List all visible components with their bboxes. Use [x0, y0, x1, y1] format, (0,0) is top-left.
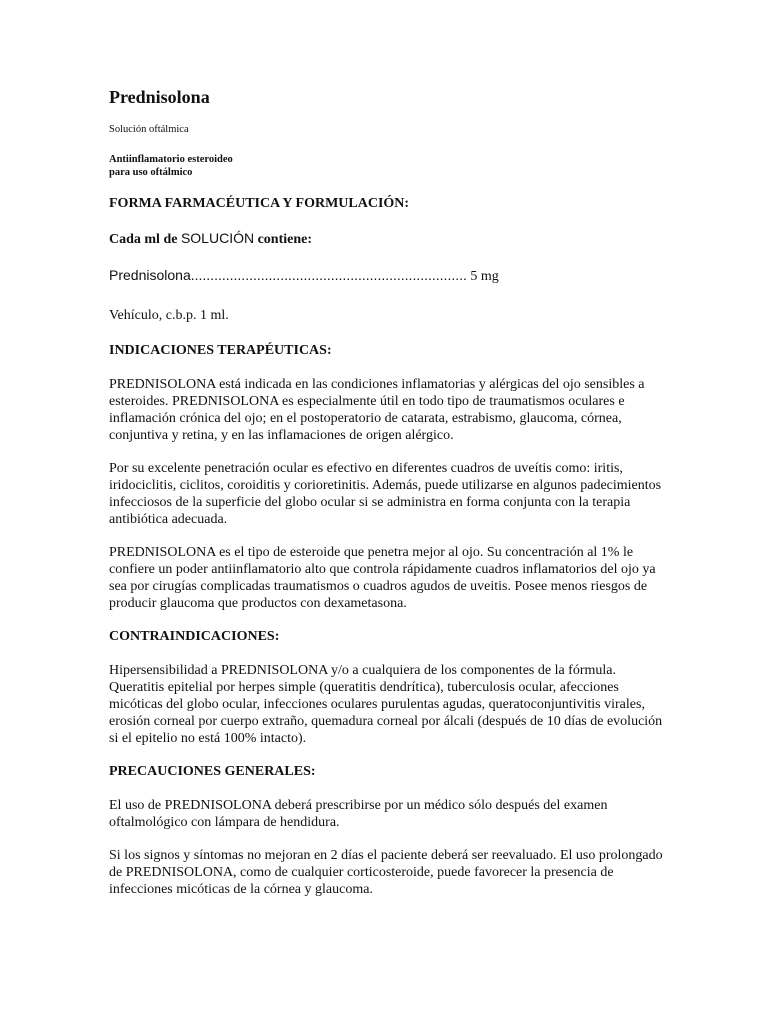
indications-paragraph-3: PREDNISOLONA es el tipo de esteroide que penetra mejor al ojo. Su concentración al 1% le confiere un poder antiinflamatorio alto que controla rápidamente cuadros inflamatorios del ojo ya sea por cirugías complicadas traumatismos o cuadros agudos de uveitis. Posee menos riesgos de producir glaucoma que productos con dexametasona.: [109, 545, 656, 611]
ingredient-amount: 5 mg: [466, 269, 499, 284]
ingredient-dots: .......................................................................: [190, 267, 467, 283]
formulation-intro-c: contiene:: [254, 232, 313, 247]
ingredient-line: [109, 267, 669, 285]
ingredient-name: Prednisolona: [109, 267, 191, 283]
formulation-intro-a: Cada ml de: [109, 232, 181, 247]
vehicle-line: Vehículo, c.b.p. 1 ml.: [109, 308, 229, 323]
classification-line-2: para uso oftálmico: [109, 167, 193, 178]
drug-classification: [109, 153, 669, 179]
precautions-heading: PRECAUCIONES GENERALES:: [109, 764, 316, 779]
classification-line-1: Antiinflamatorio esteroideo: [109, 154, 233, 165]
document-title: Prednisolona: [109, 87, 210, 107]
contraindications-paragraph-1: Hipersensibilidad a PREDNISOLONA y/o a cualquiera de los componentes de la fórmula. Queratitis epitelial por herpes simple (queratitis dendrítica), tuberculosis ocular, afecciones micóticas del globo ocular, infecciones oculares purulentas agudas, queratoconjuntivitis virales, erosión corneal por cuerpo extraño, quemadura corneal por álcali (después de 10 días de evolución si el epitelio no está 100% intacto).: [109, 663, 663, 746]
precautions-paragraph-1: El uso de PREDNISOLONA deberá prescribirse por un médico sólo después del examen oftalmológico con lámpara de hendidura.: [109, 798, 608, 830]
indications-paragraph-1: PREDNISOLONA está indicada en las condiciones inflamatorias y alérgicas del ojo sensibles a esteroides. PREDNISOLONA es especialmente útil en todo tipo de traumatismos oculares e inflamación crónica del ojo; en el postoperatorio de catarata, estrabismo, glaucoma, córnea, conjuntiva y retina, y en las inflamaciones de origen alérgico.: [109, 377, 645, 443]
document-subtitle: Solución oftálmica: [109, 124, 189, 135]
precautions-paragraph-2: Si los signos y síntomas no mejoran en 2 días el paciente deberá ser reevaluado. El uso prolongado de PREDNISOLONA, como de cualquier corticosteroide, puede favorecer la presencia de infecciones micóticas de la córnea y glaucoma.: [109, 848, 663, 897]
formulation-intro: [109, 229, 669, 249]
contraindications-heading: CONTRAINDICACIONES:: [109, 629, 280, 644]
formulation-intro-b: SOLUCIÓN: [180, 230, 255, 246]
formulation-heading: FORMA FARMACÉUTICA Y FORMULACIÓN:: [109, 196, 410, 211]
document-page: [109, 86, 669, 914]
indications-paragraph-2: Por su excelente penetración ocular es efectivo en diferentes cuadros de uveítis como: iritis, iridociclitis, ciclitos, coroiditis y corioretinitis. Además, puede utilizarse en algunos padecimientos infecciosos de la superficie del globo ocular si se administra en forma conjunta con la terapia antibiótica adecuada.: [109, 461, 662, 527]
indications-heading: INDICACIONES TERAPÉUTICAS:: [109, 343, 332, 358]
